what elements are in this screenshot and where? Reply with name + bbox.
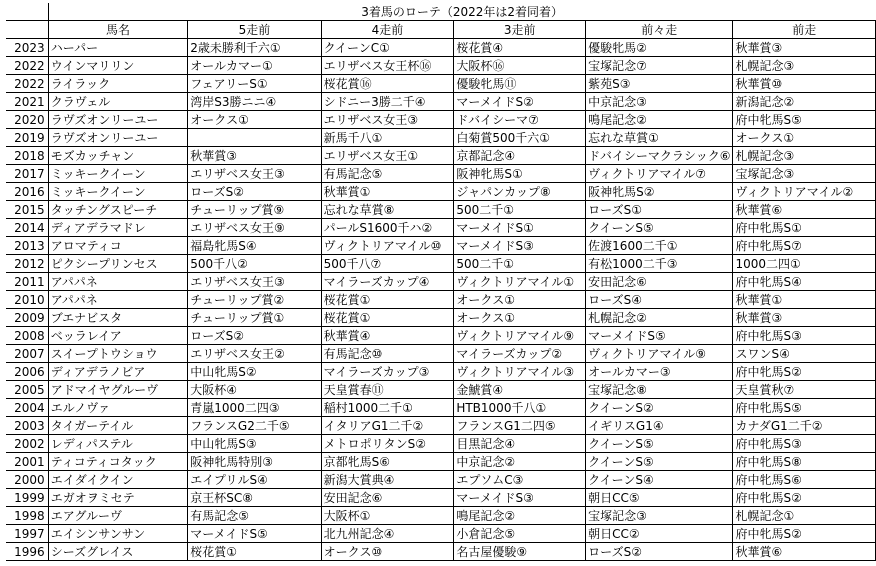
previous-race-cell: 秋華賞⑩ <box>733 75 876 93</box>
previous-race-cell: 天皇賞秋⑦ <box>733 381 876 399</box>
race-3-before-cell: 金鯱賞④ <box>454 381 586 399</box>
race-2-before-cell: 阪神牝馬S② <box>586 183 733 201</box>
race-2-before-cell: クイーンS⑤ <box>586 435 733 453</box>
race-5-before-cell: チューリップ賞⑨ <box>188 201 321 219</box>
race-4-before-cell: マイラーズカップ③ <box>321 363 454 381</box>
previous-race-cell: 府中牝馬S⑧ <box>733 453 876 471</box>
horse-name-cell: ティコティコタック <box>48 453 188 471</box>
race-4-before-cell: 秋華賞① <box>321 183 454 201</box>
race-3-before-cell: 中京記念② <box>454 453 586 471</box>
header-5-races-before: 5走前 <box>188 21 321 39</box>
race-5-before-cell: 中山牝馬S③ <box>188 435 321 453</box>
race-5-before-cell: チューリップ賞① <box>188 309 321 327</box>
table-row <box>6 453 876 471</box>
race-5-before-cell: オールカマー① <box>188 57 321 75</box>
race-5-before-cell: 500千八② <box>188 255 321 273</box>
previous-race-cell: 札幌記念③ <box>733 147 876 165</box>
race-4-before-cell: 京都牝馬S⑥ <box>321 453 454 471</box>
table-row <box>6 237 876 255</box>
horse-name-cell: エイシンサンサン <box>48 525 188 543</box>
race-5-before-cell: チューリップ賞② <box>188 291 321 309</box>
previous-race-cell: 秋華賞⑥ <box>733 201 876 219</box>
race-2-before-cell: クイーンS④ <box>586 471 733 489</box>
race-4-before-cell: 安田記念⑥ <box>321 489 454 507</box>
race-5-before-cell: 秋華賞③ <box>188 147 321 165</box>
horse-name-cell: ブエナビスタ <box>48 309 188 327</box>
race-2-before-cell: 佐渡1600二千① <box>586 237 733 255</box>
year-cell: 2022 <box>6 57 48 75</box>
table-row <box>6 75 876 93</box>
race-4-before-cell: エリザベス女王① <box>321 147 454 165</box>
table-row <box>6 183 876 201</box>
race-4-before-cell: 忘れな草賞⑧ <box>321 201 454 219</box>
spreadsheet <box>6 3 876 561</box>
race-4-before-cell: シドニー3勝二千④ <box>321 93 454 111</box>
horse-name-cell: ベッラレイア <box>48 327 188 345</box>
race-2-before-cell: ヴィクトリアマイル⑨ <box>586 345 733 363</box>
table-row <box>6 345 876 363</box>
race-3-before-cell: エプソムC③ <box>454 471 586 489</box>
race-5-before-cell: 2歳未勝利千六① <box>188 39 321 57</box>
race-3-before-cell: ヴィクトリアマイル① <box>454 273 586 291</box>
previous-race-cell: 新潟記念② <box>733 93 876 111</box>
previous-race-cell: 秋華賞⑥ <box>733 543 876 561</box>
table-row <box>6 507 876 525</box>
table-row <box>6 255 876 273</box>
table-row <box>6 471 876 489</box>
race-5-before-cell: エリザベス女王⑨ <box>188 219 321 237</box>
table-row <box>6 327 876 345</box>
horse-name-cell: ピクシープリンセス <box>48 255 188 273</box>
previous-race-cell: 府中牝馬S⑤ <box>733 399 876 417</box>
race-4-before-cell: 有馬記念⑤ <box>321 165 454 183</box>
previous-race-cell: 府中牝馬S⑤ <box>733 111 876 129</box>
race-4-before-cell: メトロポリタンS② <box>321 435 454 453</box>
race-2-before-cell: クイーンS⑤ <box>586 453 733 471</box>
table-row <box>6 525 876 543</box>
race-5-before-cell: 有馬記念⑤ <box>188 507 321 525</box>
race-3-before-cell: マーメイドS① <box>454 219 586 237</box>
race-3-before-cell: 阪神牝馬S① <box>454 165 586 183</box>
race-3-before-cell: 500二千① <box>454 201 586 219</box>
header-horse-name: 馬名 <box>48 21 188 39</box>
race-4-before-cell: マイラーズカップ④ <box>321 273 454 291</box>
table-row <box>6 93 876 111</box>
race-4-before-cell: クイーンC① <box>321 39 454 57</box>
horse-name-cell: アパパネ <box>48 273 188 291</box>
table-title: 3着馬のローテ（2022年は2着同着） <box>48 3 875 21</box>
year-cell: 2010 <box>6 291 48 309</box>
race-3-before-cell: オークス① <box>454 291 586 309</box>
race-3-before-cell: 優駿牝馬⑪ <box>454 75 586 93</box>
race-5-before-cell: 京王杯SC⑧ <box>188 489 321 507</box>
race-2-before-cell: イギリスG1④ <box>586 417 733 435</box>
race-4-before-cell: パールS1600千ハ② <box>321 219 454 237</box>
race-3-before-cell: 白菊賞500千六① <box>454 129 586 147</box>
header-previous-race: 前走 <box>733 21 876 39</box>
year-cell: 1996 <box>6 543 48 561</box>
horse-name-cell: ハーパー <box>48 39 188 57</box>
year-cell: 2018 <box>6 147 48 165</box>
previous-race-cell: 札幌記念① <box>733 507 876 525</box>
race-4-before-cell: ヴィクトリアマイル⑩ <box>321 237 454 255</box>
previous-race-cell: 府中牝馬S④ <box>733 273 876 291</box>
header-row <box>6 21 876 39</box>
year-cell: 2017 <box>6 165 48 183</box>
race-2-before-cell: ヴィクトリアマイル⑦ <box>586 165 733 183</box>
race-2-before-cell: 宝塚記念⑦ <box>586 57 733 75</box>
race-5-before-cell: 桜花賞① <box>188 543 321 561</box>
year-cell: 2016 <box>6 183 48 201</box>
year-cell: 2011 <box>6 273 48 291</box>
race-4-before-cell: 500千八⑦ <box>321 255 454 273</box>
previous-race-cell: 秋華賞① <box>733 291 876 309</box>
year-cell: 2003 <box>6 417 48 435</box>
race-3-before-cell: 桜花賞④ <box>454 39 586 57</box>
race-2-before-cell: オールカマー③ <box>586 363 733 381</box>
horse-name-cell: ラヴズオンリーユー <box>48 129 188 147</box>
previous-race-cell: 秋華賞③ <box>733 309 876 327</box>
horse-name-cell: アパパネ <box>48 291 188 309</box>
table-row <box>6 39 876 57</box>
horse-name-cell: ディアデラマドレ <box>48 219 188 237</box>
table-row <box>6 57 876 75</box>
race-3-before-cell: ヴィクトリアマイル⑨ <box>454 327 586 345</box>
table-row <box>6 129 876 147</box>
horse-name-cell: クラヴェル <box>48 93 188 111</box>
horse-name-cell: エアグルーヴ <box>48 507 188 525</box>
header-corner-cell <box>6 21 48 39</box>
year-cell: 1998 <box>6 507 48 525</box>
race-2-before-cell: 朝日CC⑤ <box>586 489 733 507</box>
race-3-before-cell: HTB1000千八① <box>454 399 586 417</box>
race-3-before-cell: 500二千① <box>454 255 586 273</box>
race-4-before-cell: 秋華賞④ <box>321 327 454 345</box>
header-3-races-before: 3走前 <box>454 21 586 39</box>
race-3-before-cell: ドバイシーマ⑦ <box>454 111 586 129</box>
year-cell: 2006 <box>6 363 48 381</box>
race-5-before-cell: フランスG2二千⑤ <box>188 417 321 435</box>
title-row <box>6 3 876 21</box>
previous-race-cell: 1000二四① <box>733 255 876 273</box>
race-3-before-cell: マーメイドS② <box>454 93 586 111</box>
table-row <box>6 381 876 399</box>
race-4-before-cell: 桜花賞⑯ <box>321 75 454 93</box>
year-cell: 2012 <box>6 255 48 273</box>
year-cell: 1997 <box>6 525 48 543</box>
race-4-before-cell: エリザベス女王杯⑯ <box>321 57 454 75</box>
horse-name-cell: エイダイクイン <box>48 471 188 489</box>
race-2-before-cell: ローズS④ <box>586 291 733 309</box>
horse-name-cell: ミッキークイーン <box>48 165 188 183</box>
race-2-before-cell: 宝塚記念③ <box>586 507 733 525</box>
previous-race-cell: 府中牝馬S② <box>733 489 876 507</box>
horse-name-cell: エガオヲミセテ <box>48 489 188 507</box>
race-4-before-cell: イタリアG1二千② <box>321 417 454 435</box>
horse-name-cell: ラヴズオンリーユー <box>48 111 188 129</box>
race-3-before-cell: マーメイドS③ <box>454 237 586 255</box>
race-5-before-cell: 中山牝馬S② <box>188 363 321 381</box>
race-5-before-cell: エイプリルS④ <box>188 471 321 489</box>
horse-name-cell: エルノヴァ <box>48 399 188 417</box>
race-5-before-cell: エリザベス女王② <box>188 345 321 363</box>
race-5-before-cell: フェアリーS① <box>188 75 321 93</box>
race-3-before-cell: ジャパンカップ⑧ <box>454 183 586 201</box>
race-4-before-cell: 稲村1000二千① <box>321 399 454 417</box>
year-cell: 2023 <box>6 39 48 57</box>
race-3-before-cell: 大阪杯⑯ <box>454 57 586 75</box>
table-row <box>6 111 876 129</box>
race-3-before-cell: オークス① <box>454 309 586 327</box>
previous-race-cell: 府中牝馬S② <box>733 363 876 381</box>
year-cell: 2021 <box>6 93 48 111</box>
horse-name-cell: ディアデラノビア <box>48 363 188 381</box>
year-cell: 2022 <box>6 75 48 93</box>
corner-cell <box>6 3 48 21</box>
year-cell: 2019 <box>6 129 48 147</box>
race-2-before-cell: クイーンS⑤ <box>586 219 733 237</box>
race-4-before-cell: 新馬千八① <box>321 129 454 147</box>
year-cell: 2008 <box>6 327 48 345</box>
race-3-before-cell: フランスG1二四⑤ <box>454 417 586 435</box>
year-cell: 2004 <box>6 399 48 417</box>
horse-name-cell: アロマティコ <box>48 237 188 255</box>
table-row <box>6 435 876 453</box>
previous-race-cell: カナダG1二千② <box>733 417 876 435</box>
race-3-before-cell: 鳴尾記念② <box>454 507 586 525</box>
table-row <box>6 309 876 327</box>
horse-name-cell: タッチングスピーチ <box>48 201 188 219</box>
year-cell: 2001 <box>6 453 48 471</box>
previous-race-cell: ヴィクトリアマイル② <box>733 183 876 201</box>
table-row <box>6 543 876 561</box>
year-cell: 2013 <box>6 237 48 255</box>
race-4-before-cell: 新潟大賞典④ <box>321 471 454 489</box>
race-5-before-cell: 大阪杯④ <box>188 381 321 399</box>
race-4-before-cell: 天皇賞春⑪ <box>321 381 454 399</box>
header-2-races-before: 前々走 <box>586 21 733 39</box>
year-cell: 2002 <box>6 435 48 453</box>
race-3-before-cell: 小倉記念⑤ <box>454 525 586 543</box>
table-row <box>6 165 876 183</box>
race-3-before-cell: マイラーズカップ② <box>454 345 586 363</box>
race-5-before-cell: エリザベス女王③ <box>188 273 321 291</box>
race-2-before-cell: ドバイシーマクラシック⑥ <box>586 147 733 165</box>
race-2-before-cell: 優駿牝馬② <box>586 39 733 57</box>
table-row <box>6 291 876 309</box>
previous-race-cell: 秋華賞③ <box>733 39 876 57</box>
race-5-before-cell <box>188 129 321 147</box>
race-5-before-cell: エリザベス女王③ <box>188 165 321 183</box>
year-cell: 2020 <box>6 111 48 129</box>
previous-race-cell: 府中牝馬S② <box>733 525 876 543</box>
race-2-before-cell: 朝日CC② <box>586 525 733 543</box>
race-5-before-cell: ローズS② <box>188 327 321 345</box>
horse-name-cell: スイープトウショウ <box>48 345 188 363</box>
horse-name-cell: レディパステル <box>48 435 188 453</box>
previous-race-cell: オークス① <box>733 129 876 147</box>
table-row <box>6 417 876 435</box>
race-2-before-cell: 有松1000二千③ <box>586 255 733 273</box>
previous-race-cell: スワンS④ <box>733 345 876 363</box>
previous-race-cell: 府中牝馬S① <box>733 219 876 237</box>
race-2-before-cell: クイーンS② <box>586 399 733 417</box>
previous-race-cell: 府中牝馬S⑥ <box>733 471 876 489</box>
race-3-before-cell: 京都記念④ <box>454 147 586 165</box>
race-2-before-cell: 宝塚記念⑧ <box>586 381 733 399</box>
horse-name-cell: ミッキークイーン <box>48 183 188 201</box>
race-2-before-cell: 札幌記念② <box>586 309 733 327</box>
race-2-before-cell: ローズS① <box>586 201 733 219</box>
race-5-before-cell: 青嵐1000二四③ <box>188 399 321 417</box>
race-3-before-cell: 目黒記念④ <box>454 435 586 453</box>
race-4-before-cell: 桜花賞① <box>321 291 454 309</box>
year-cell: 2015 <box>6 201 48 219</box>
race-4-before-cell: オークス⑩ <box>321 543 454 561</box>
rotation-table <box>6 3 876 561</box>
horse-name-cell: シーズグレイス <box>48 543 188 561</box>
horse-name-cell: モズカッチャン <box>48 147 188 165</box>
race-4-before-cell: 大阪杯① <box>321 507 454 525</box>
race-2-before-cell: 忘れな草賞① <box>586 129 733 147</box>
previous-race-cell: 宝塚記念③ <box>733 165 876 183</box>
race-5-before-cell: 福島牝馬S④ <box>188 237 321 255</box>
race-4-before-cell: エリザベス女王③ <box>321 111 454 129</box>
horse-name-cell: タイガーテイル <box>48 417 188 435</box>
previous-race-cell: 府中牝馬S③ <box>733 435 876 453</box>
race-5-before-cell: ローズS② <box>188 183 321 201</box>
previous-race-cell: 府中牝馬S③ <box>733 327 876 345</box>
race-4-before-cell: 桜花賞① <box>321 309 454 327</box>
table-row <box>6 363 876 381</box>
year-cell: 2014 <box>6 219 48 237</box>
race-2-before-cell: マーメイドS⑤ <box>586 327 733 345</box>
horse-name-cell: ウインマリリン <box>48 57 188 75</box>
race-2-before-cell: 鳴尾記念② <box>586 111 733 129</box>
race-4-before-cell: 北九州記念④ <box>321 525 454 543</box>
race-3-before-cell: ヴィクトリアマイル③ <box>454 363 586 381</box>
header-4-races-before: 4走前 <box>321 21 454 39</box>
table-row <box>6 219 876 237</box>
previous-race-cell: 府中牝馬S⑦ <box>733 237 876 255</box>
race-5-before-cell: 湾岸S3勝ニニ④ <box>188 93 321 111</box>
table-row <box>6 273 876 291</box>
race-5-before-cell: 阪神牝馬特別③ <box>188 453 321 471</box>
previous-race-cell: 札幌記念③ <box>733 57 876 75</box>
race-2-before-cell: ローズS② <box>586 543 733 561</box>
race-3-before-cell: マーメイドS③ <box>454 489 586 507</box>
race-2-before-cell: 中京記念③ <box>586 93 733 111</box>
year-cell: 2000 <box>6 471 48 489</box>
horse-name-cell: アドマイヤグルーヴ <box>48 381 188 399</box>
horse-name-cell: ライラック <box>48 75 188 93</box>
table-row <box>6 489 876 507</box>
year-cell: 2009 <box>6 309 48 327</box>
table-row <box>6 147 876 165</box>
race-5-before-cell: マーメイドS⑤ <box>188 525 321 543</box>
table-row <box>6 201 876 219</box>
race-5-before-cell: オークス① <box>188 111 321 129</box>
race-2-before-cell: 紫苑S③ <box>586 75 733 93</box>
table-row <box>6 399 876 417</box>
race-4-before-cell: 有馬記念⑩ <box>321 345 454 363</box>
year-cell: 2005 <box>6 381 48 399</box>
year-cell: 1999 <box>6 489 48 507</box>
year-cell: 2007 <box>6 345 48 363</box>
race-2-before-cell: 安田記念⑥ <box>586 273 733 291</box>
race-3-before-cell: 名古屋優駿⑨ <box>454 543 586 561</box>
